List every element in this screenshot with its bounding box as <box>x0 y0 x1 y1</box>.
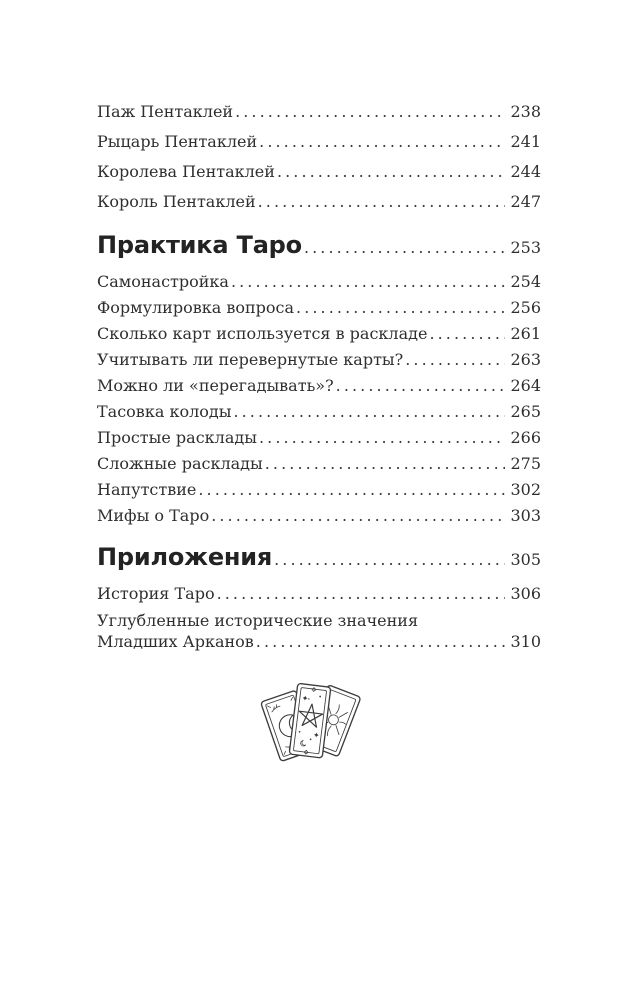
toc-entry-label: Рыцарь Пентаклей <box>97 132 258 151</box>
toc-entry <box>97 373 541 399</box>
toc-heading-label: Приложения <box>97 543 273 571</box>
toc-entry <box>97 97 541 127</box>
toc-entry-page: 238 <box>510 102 541 121</box>
toc-entry-page: 256 <box>510 298 541 317</box>
toc-entry-page: 302 <box>510 480 541 499</box>
toc-entry-label: Мифы о Таро <box>97 506 210 525</box>
toc-section-pentacles <box>97 97 541 217</box>
toc-entry-page: 261 <box>510 324 541 343</box>
toc-heading-label: Практика Таро <box>97 231 302 259</box>
toc-entry-page: 266 <box>510 428 541 447</box>
toc-entry-page: 244 <box>510 162 541 181</box>
toc-entry-label: Сколько карт используется в раскладе <box>97 324 428 343</box>
toc-entry-label: Учитывать ли перевернутые карты? <box>97 350 404 369</box>
tarot-cards-illustration <box>0 676 619 775</box>
toc-entry-label: Королева Пентаклей <box>97 162 275 181</box>
toc-entry-page: 254 <box>510 272 541 291</box>
toc-entry-page: 264 <box>510 376 541 395</box>
dot-leader <box>296 295 505 321</box>
toc-entry-label: Сложные расклады <box>97 454 263 473</box>
toc-entry <box>97 477 541 503</box>
tarot-cards-icon <box>253 676 367 771</box>
toc-entry-two-line <box>97 611 541 652</box>
toc-entry <box>97 321 541 347</box>
toc-entry-page: 263 <box>510 350 541 369</box>
toc-entry <box>97 503 541 529</box>
dot-leader <box>277 157 506 187</box>
toc-entry <box>97 269 541 295</box>
toc-entry-page: 241 <box>510 132 541 151</box>
toc-entry <box>97 451 541 477</box>
dot-leader <box>258 187 506 217</box>
toc-section-entries <box>97 581 541 652</box>
dot-leader <box>304 233 506 263</box>
toc-entry <box>97 127 541 157</box>
toc-entry-label-line1: Углубленные исторические значения <box>97 611 419 630</box>
toc-entry-label: Король Пентаклей <box>97 192 256 211</box>
toc-entry-page: 306 <box>510 584 541 603</box>
toc-entry <box>97 399 541 425</box>
toc-entry-label: Паж Пентаклей <box>97 102 234 121</box>
dot-leader <box>274 545 505 575</box>
toc-heading <box>97 542 541 575</box>
toc-entry-label-line2: Младших Арканов <box>97 632 254 651</box>
toc-entry <box>97 187 541 217</box>
dot-leader <box>405 347 505 373</box>
toc-heading <box>97 230 541 263</box>
toc-entry-page: 310 <box>510 632 541 651</box>
dot-leader <box>259 127 505 157</box>
dot-leader <box>198 477 505 503</box>
toc-entry-label: История Таро <box>97 584 215 603</box>
toc-entry-page: 265 <box>510 402 541 421</box>
toc-entry-page: 275 <box>510 454 541 473</box>
toc-entry-label: Формулировка вопроса <box>97 298 295 317</box>
toc-entry <box>97 425 541 451</box>
toc-section-entries <box>97 269 541 529</box>
dot-leader <box>217 581 506 607</box>
dot-leader <box>235 97 505 127</box>
toc-heading-page: 305 <box>510 550 541 569</box>
toc-entry <box>97 581 541 607</box>
dot-leader <box>211 503 505 529</box>
toc-section-appendix <box>97 542 541 652</box>
toc-heading-page: 253 <box>510 238 541 257</box>
dot-leader <box>256 631 506 652</box>
toc-entry-label: Можно ли «перегадывать»? <box>97 376 334 395</box>
toc-entry <box>97 295 541 321</box>
toc-entry-page: 303 <box>510 506 541 525</box>
dot-leader <box>233 399 505 425</box>
toc-entry-label: Напутствие <box>97 480 197 499</box>
dot-leader <box>265 451 506 477</box>
dot-leader <box>429 321 505 347</box>
dot-leader <box>259 425 505 451</box>
toc-section-practice <box>97 230 541 529</box>
toc-entry <box>97 157 541 187</box>
toc-entry-label: Тасовка колоды <box>97 402 232 421</box>
dot-leader <box>336 373 506 399</box>
toc-entry-label: Простые расклады <box>97 428 257 447</box>
dot-leader <box>231 269 506 295</box>
toc-entry-label: Самонастройка <box>97 272 229 291</box>
toc-entry-page: 247 <box>510 192 541 211</box>
toc-entry <box>97 631 541 652</box>
toc-entry <box>97 347 541 373</box>
